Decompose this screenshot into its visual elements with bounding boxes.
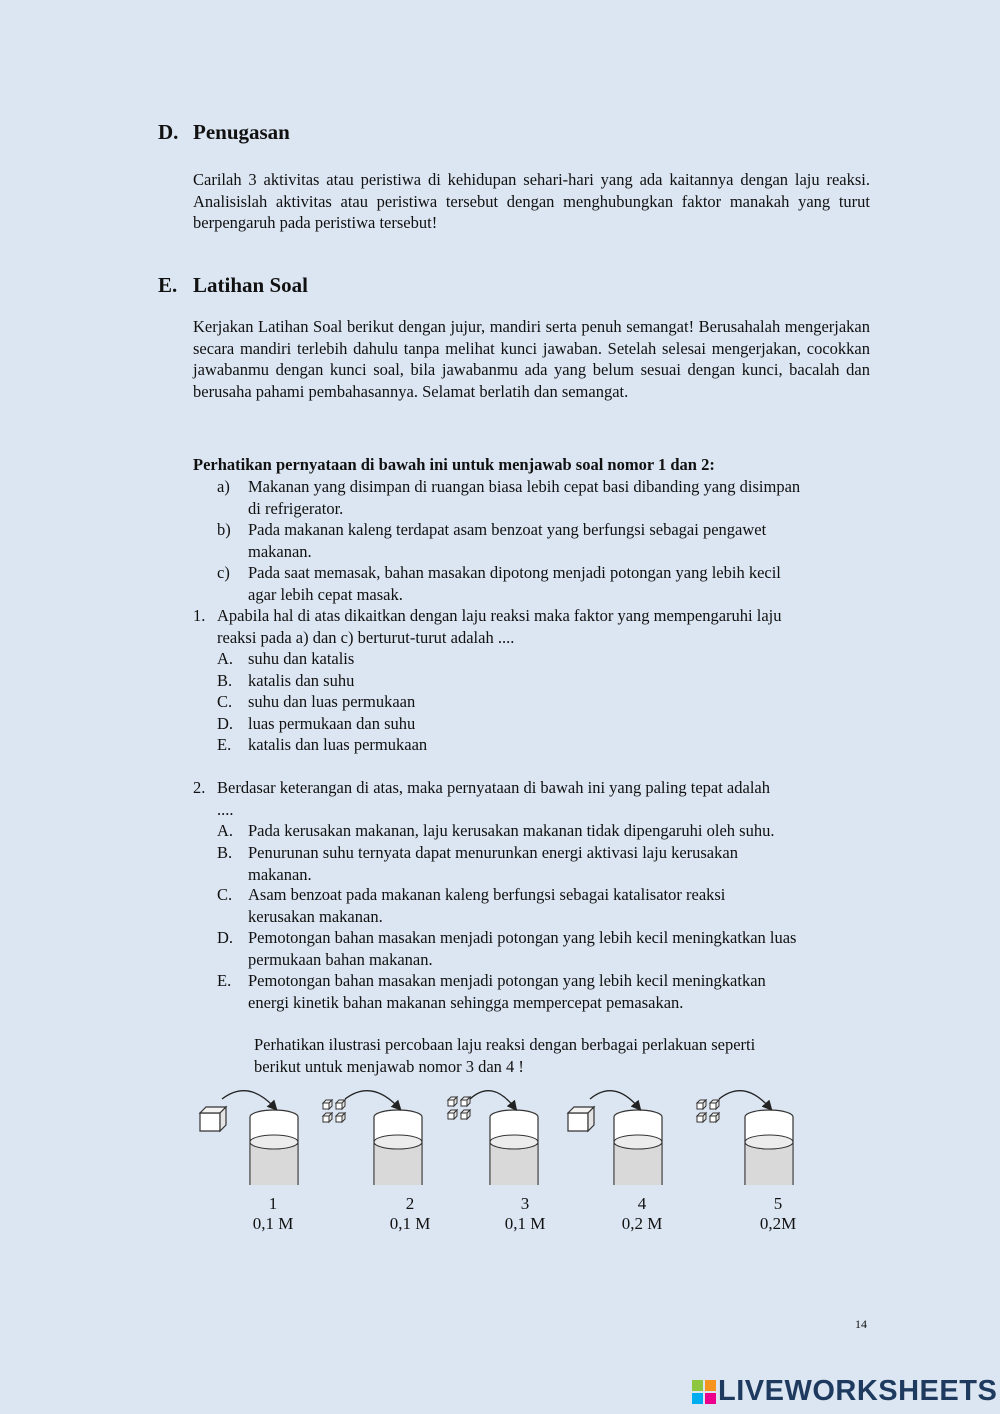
experiment-number: 5 xyxy=(773,1194,783,1213)
experiment-1-label xyxy=(233,1194,313,1234)
q2-option-b[interactable] xyxy=(217,842,857,885)
experiment-concentration: 0,1 M xyxy=(252,1214,294,1233)
experiment-1 xyxy=(200,1091,298,1185)
arrow-icon xyxy=(345,1091,398,1107)
arrow-icon xyxy=(590,1091,638,1107)
section-e-letter: E. xyxy=(158,273,178,297)
q1-option-e[interactable] xyxy=(217,734,857,756)
section-d-letter: D. xyxy=(158,120,179,144)
option-text: katalis dan luas permukaan xyxy=(248,735,428,754)
section-d-body: Carilah 3 aktivitas atau peristiwa di kehidupan sehari-hari yang ada kaitannya dengan laju reaksi. Analisislah aktivitas atau peristiwa tersebut dengan menghubungkan faktor manakah yang turut berpengaruh pada peristiwa tersebut! xyxy=(193,170,870,232)
instruction-3-4 xyxy=(254,1034,854,1077)
option-letter: A. xyxy=(217,649,234,668)
q2-option-d[interactable] xyxy=(217,927,877,970)
beaker-icon xyxy=(250,1110,298,1185)
instruction-line: Perhatikan ilustrasi percobaan laju reaksi dengan berbagai perlakuan seperti xyxy=(254,1035,756,1054)
arrow-icon xyxy=(470,1091,514,1107)
experiment-illustration xyxy=(0,1085,1000,1185)
option-line: Pemotongan bahan masakan menjadi potongan yang lebih kecil meningkatkan xyxy=(248,971,766,990)
statement-c xyxy=(217,562,877,605)
option-text: katalis dan suhu xyxy=(248,671,355,690)
option-letter: E. xyxy=(217,735,232,754)
section-d-heading xyxy=(158,120,290,145)
arrow-icon xyxy=(719,1091,769,1107)
instruction-1-2: Perhatikan pernyataan di bawah ini untuk menjawab soal nomor 1 dan 2: xyxy=(193,455,715,474)
statement-a xyxy=(217,476,877,519)
statement-line: Pada makanan kaleng terdapat asam benzoat yang berfungsi sebagai pengawet xyxy=(248,520,767,539)
experiment-2-label xyxy=(370,1194,450,1234)
section-e-title: Latihan Soal xyxy=(193,273,308,297)
option-line: Pemotongan bahan masakan menjadi potongan yang lebih kecil meningkatkan luas xyxy=(248,928,797,947)
experiment-number: 1 xyxy=(268,1194,278,1213)
experiment-number: 4 xyxy=(637,1194,647,1213)
experiment-2 xyxy=(323,1091,422,1185)
page-number: 14 xyxy=(855,1317,867,1331)
experiment-concentration: 0,2 M xyxy=(621,1214,663,1233)
question-2-stem xyxy=(193,777,873,820)
option-line: Asam benzoat pada makanan kaleng berfungsi sebagai katalisator reaksi xyxy=(248,885,726,904)
arrow-icon xyxy=(222,1091,274,1107)
statement-marker: c) xyxy=(217,563,230,582)
experiment-4-label xyxy=(602,1194,682,1234)
experiment-number: 2 xyxy=(405,1194,415,1213)
option-letter: D. xyxy=(217,714,234,733)
liveworksheets-logo-text: LIVEWORKSHEETS xyxy=(718,1375,998,1407)
q2-option-a[interactable] xyxy=(217,820,857,842)
option-line: energi kinetik bahan makanan sehingga mempercepat pemasakan. xyxy=(248,992,684,1012)
solid-block-icon xyxy=(200,1107,226,1131)
statement-line: agar lebih cepat masak. xyxy=(248,584,403,604)
experiment-4 xyxy=(568,1091,662,1185)
section-d-title: Penugasan xyxy=(193,120,290,144)
section-e-body: Kerjakan Latihan Soal berikut dengan jujur, mandiri serta penuh semangat! Berusahalah mengerjakan secara mandiri terlebih dahulu tanpa melihat kunci jawaban. Setelah selesai mengerjakan, cocokkan jawabanmu dengan kunci soal, bila jawabanmu ada yang belum sesuai dengan kunci, bacalah dan berusaha pahami pembahasannya. Selamat berlatih dan semangat. xyxy=(193,317,870,401)
option-letter: C. xyxy=(217,885,233,904)
option-text: suhu dan luas permukaan xyxy=(248,692,416,711)
experiment-5-label xyxy=(738,1194,818,1234)
solid-pieces-icon xyxy=(697,1100,719,1122)
solid-block-icon xyxy=(568,1107,594,1131)
option-letter: C. xyxy=(217,692,233,711)
option-letter: A. xyxy=(217,821,234,840)
experiment-concentration: 0,1 M xyxy=(504,1214,546,1233)
question-number: 1. xyxy=(193,606,206,625)
beaker-icon xyxy=(745,1110,793,1185)
q1-option-b[interactable] xyxy=(217,670,857,692)
statement-line: di refrigerator. xyxy=(248,498,344,518)
option-text: luas permukaan dan suhu xyxy=(248,714,416,733)
experiment-concentration: 0,1 M xyxy=(389,1214,431,1233)
liveworksheets-logo[interactable] xyxy=(692,1375,997,1408)
statement-marker: b) xyxy=(217,520,231,539)
question-line: .... xyxy=(217,799,234,819)
option-line: makanan. xyxy=(248,864,312,884)
statement-line: Makanan yang disimpan di ruangan biasa lebih cepat basi dibanding yang disimpan xyxy=(248,477,801,496)
question-number: 2. xyxy=(193,778,206,797)
q2-option-c[interactable] xyxy=(217,884,857,927)
q1-option-c[interactable] xyxy=(217,691,857,713)
beaker-icon xyxy=(490,1110,538,1185)
liveworksheets-logo-icon xyxy=(692,1380,716,1404)
question-line: reaksi pada a) dan c) berturut-turut adalah .... xyxy=(217,627,515,647)
solid-pieces-icon xyxy=(448,1097,470,1119)
q1-option-a[interactable] xyxy=(217,648,857,670)
solid-pieces-icon xyxy=(323,1100,345,1122)
option-letter: D. xyxy=(217,928,234,947)
q2-option-e[interactable] xyxy=(217,970,857,1013)
experiment-3-label xyxy=(485,1194,565,1234)
question-1-stem xyxy=(193,605,873,648)
beaker-icon xyxy=(374,1110,422,1185)
option-text: Pada kerusakan makanan, laju kerusakan makanan tidak dipengaruhi oleh suhu. xyxy=(248,821,775,840)
experiment-3 xyxy=(448,1091,538,1185)
experiment-5 xyxy=(697,1091,793,1185)
option-line: kerusakan makanan. xyxy=(248,906,383,926)
instruction-line: berikut untuk menjawab nomor 3 dan 4 ! xyxy=(254,1056,524,1076)
section-e-heading xyxy=(158,273,308,298)
experiment-concentration: 0,2M xyxy=(759,1214,797,1233)
question-line: Berdasar keterangan di atas, maka pernyataan di bawah ini yang paling tepat adalah xyxy=(217,778,770,797)
question-line: Apabila hal di atas dikaitkan dengan laju reaksi maka faktor yang mempengaruhi laju xyxy=(217,606,782,625)
statement-marker: a) xyxy=(217,477,230,496)
option-letter: B. xyxy=(217,843,233,862)
statement-line: makanan. xyxy=(248,541,312,561)
experiment-number: 3 xyxy=(520,1194,530,1213)
statement-line: Pada saat memasak, bahan masakan dipotong menjadi potongan yang lebih kecil xyxy=(248,563,781,582)
option-letter: B. xyxy=(217,671,233,690)
option-letter: E. xyxy=(217,971,232,990)
beaker-icon xyxy=(614,1110,662,1185)
q1-option-d[interactable] xyxy=(217,713,857,735)
option-line: Penurunan suhu ternyata dapat menurunkan energi aktivasi laju kerusakan xyxy=(248,843,738,862)
option-text: suhu dan katalis xyxy=(248,649,355,668)
statement-b xyxy=(217,519,877,562)
option-line: permukaan bahan makanan. xyxy=(248,949,433,969)
